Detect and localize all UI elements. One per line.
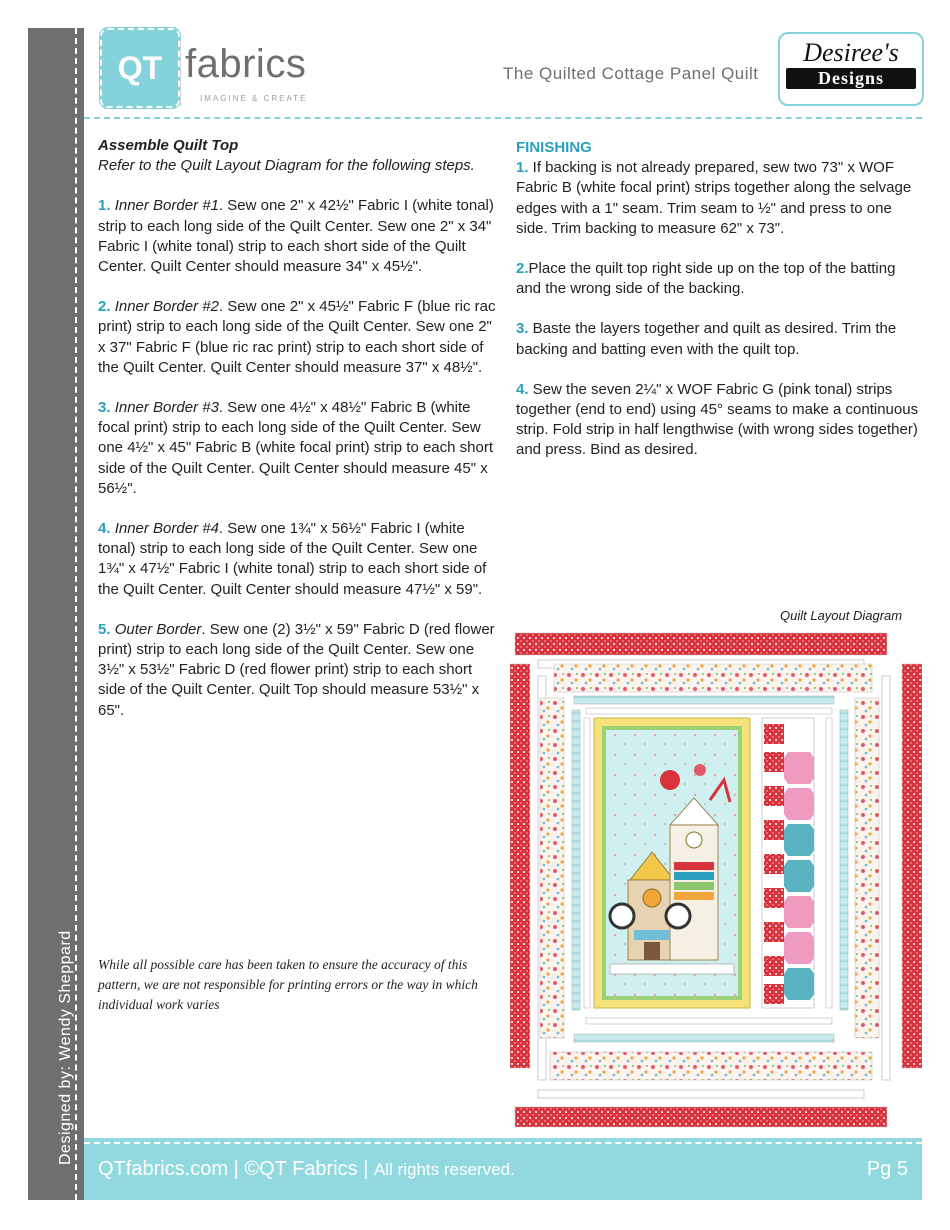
page-footer	[84, 1138, 922, 1200]
finishing-step	[516, 319, 922, 359]
finishing-step	[516, 158, 922, 239]
step-text: Baste the layers together and quilt as desired. Trim the backing and batting even with the quilt top.	[516, 320, 897, 358]
footer-left	[98, 1158, 515, 1181]
step-number: 1.	[516, 159, 529, 177]
step-label: Inner Border #3	[114, 399, 219, 417]
inner-border-4-bottom	[538, 1090, 864, 1098]
step-number: 3.	[516, 320, 529, 338]
step-text: If backing is not already prepared, sew two 73" x WOF Fabric B (white focal print) strips together along the selvage edges with a 1" seam. Trim seam to ½" and press to one side. Trim backing to measure 62" x 73".	[516, 159, 912, 237]
step-number: 4.	[98, 520, 111, 538]
assemble-step	[98, 196, 500, 277]
finishing-heading: FINISHING	[516, 139, 592, 156]
inner-border-3-top	[554, 664, 872, 692]
outer-border-left	[510, 664, 530, 1068]
step-number: 1.	[98, 197, 111, 215]
qt-logo-tagline: IMAGINE & CREATE	[200, 94, 308, 103]
step-text: . Sew one 2" x 42½" Fabric I (white tonal) strip to each long side of the Quilt Center. Sew one 2" x 34" Fabric I (white tonal) strip to each short side of the Quilt Center. Quilt Center should measure 34" x 45½".	[98, 197, 494, 276]
outer-border-bottom	[515, 1107, 887, 1127]
finishing-step	[516, 380, 922, 461]
assemble-step	[98, 620, 500, 721]
inner-border-3-right	[855, 698, 879, 1038]
step-number: 4.	[516, 380, 529, 398]
footer-copyright: ©QT Fabrics	[244, 1158, 358, 1180]
assemble-intro: Refer to the Quilt Layout Diagram for the following steps.	[98, 157, 475, 175]
stitch-line-header	[84, 117, 922, 119]
assemble-step	[98, 297, 500, 378]
inner-border-4-right	[882, 676, 890, 1080]
step-text: . Sew one 4½" x 48½" Fabric B (white focal print) strip to each long side of the Quilt Center. Sew one 4½" x 45" Fabric B (white focal print) strip to each short side of the Quilt Center. Quilt Center should measure 45" x 56½".	[98, 399, 493, 497]
diagram-caption: Quilt Layout Diagram	[780, 608, 903, 623]
assemble-step	[98, 519, 500, 600]
step-text: Sew the seven 2¼" x WOF Fabric G (pink tonal) strips together (end to end) using 45° seams to make a continuous strip. Fold strip in half lengthwise (with wrong sides together) and press. Bind as desired.	[516, 380, 919, 459]
inner-border-2-left	[572, 710, 580, 1010]
page-number: Pg 5	[866, 1158, 908, 1180]
finishing-step	[516, 259, 922, 299]
quilt-layout-diagram	[510, 630, 922, 1130]
step-text: . Sew one 2" x 45½" Fabric F (blue ric rac print) strip to each long side of the Quilt Center. Sew one 2" x 37" Fabric F (blue ric rac print) strip to each short side of the Quilt Center. Quilt Center should measure 37" x 48½".	[98, 298, 496, 376]
step-label: Inner Border #1	[114, 197, 219, 215]
footer-site: QTfabrics.com	[98, 1158, 229, 1180]
pieced-block-column	[762, 718, 814, 1008]
document-title: The Quilted Cottage Panel Quilt	[503, 64, 759, 83]
stitch-line-footer	[84, 1142, 922, 1144]
footer-separator: |	[363, 1158, 369, 1180]
designer-logo-line1: Desiree's	[803, 38, 899, 67]
step-label: Inner Border #2	[114, 298, 219, 316]
step-number: 2.	[98, 298, 111, 316]
designer-credit: Designed by: Wendy Sheppard	[57, 930, 74, 1165]
outer-border-top	[515, 633, 887, 655]
cottage-panel	[594, 718, 750, 1008]
footer-separator: |	[233, 1158, 239, 1180]
step-number: 3.	[98, 399, 111, 417]
stitch-line-vertical	[75, 28, 77, 1200]
assemble-step	[98, 398, 500, 499]
desirees-designs-logo	[778, 32, 924, 106]
step-number: 2.	[516, 260, 529, 278]
inner-border-1-bottom	[586, 1018, 832, 1024]
step-number: 5.	[98, 620, 111, 638]
logo-divider	[180, 40, 181, 106]
finishing-section	[516, 138, 922, 481]
footer-rights: All rights reserved.	[373, 1160, 515, 1179]
step-text: . Sew one 1¾" x 56½" Fabric I (white tonal) strip to each long side of the Quilt Center. Sew one 1¾" x 47½" Fabric I (white tonal) strip to each short side of the Quilt Center. Quilt Center should measure 47½" x 59".	[98, 520, 487, 598]
inner-border-2-top	[574, 696, 834, 704]
inner-border-2-bottom	[574, 1034, 834, 1042]
step-label: Outer Border	[114, 620, 202, 638]
qt-logo-badge	[100, 28, 180, 108]
step-text: Place the quilt top right side up on the top of the batting and the wrong side of the backing.	[516, 260, 896, 298]
qt-logo-text: QT	[117, 49, 163, 86]
disclaimer-text: While all possible care has been taken to ensure the accuracy of this pattern, we are not responsible for printing errors or the way in which individual work varies	[98, 957, 478, 1012]
assemble-heading: Assemble Quilt Top	[98, 137, 239, 154]
qt-logo-word: fabrics	[185, 42, 307, 86]
inner-border-1-top	[586, 708, 832, 714]
outer-border-right	[902, 664, 922, 1068]
step-label: Inner Border #4	[114, 520, 219, 538]
inner-border-3-left	[540, 698, 564, 1038]
inner-border-1-left	[584, 718, 590, 1008]
inner-border-2-right	[840, 710, 848, 1010]
step-text: . Sew one (2) 3½" x 59" Fabric D (red flower print) strip to each long side of the Quilt Center. Sew one 3½" x 53½" Fabric D (red flower print) strip to each short side of the Quilt Center. Quilt Top should measure 53½" x 65".	[98, 620, 495, 719]
inner-border-3-bottom	[550, 1052, 872, 1080]
designer-logo-line2: Designs	[786, 68, 916, 89]
assemble-section	[98, 136, 500, 741]
inner-border-1-right	[826, 718, 832, 1008]
